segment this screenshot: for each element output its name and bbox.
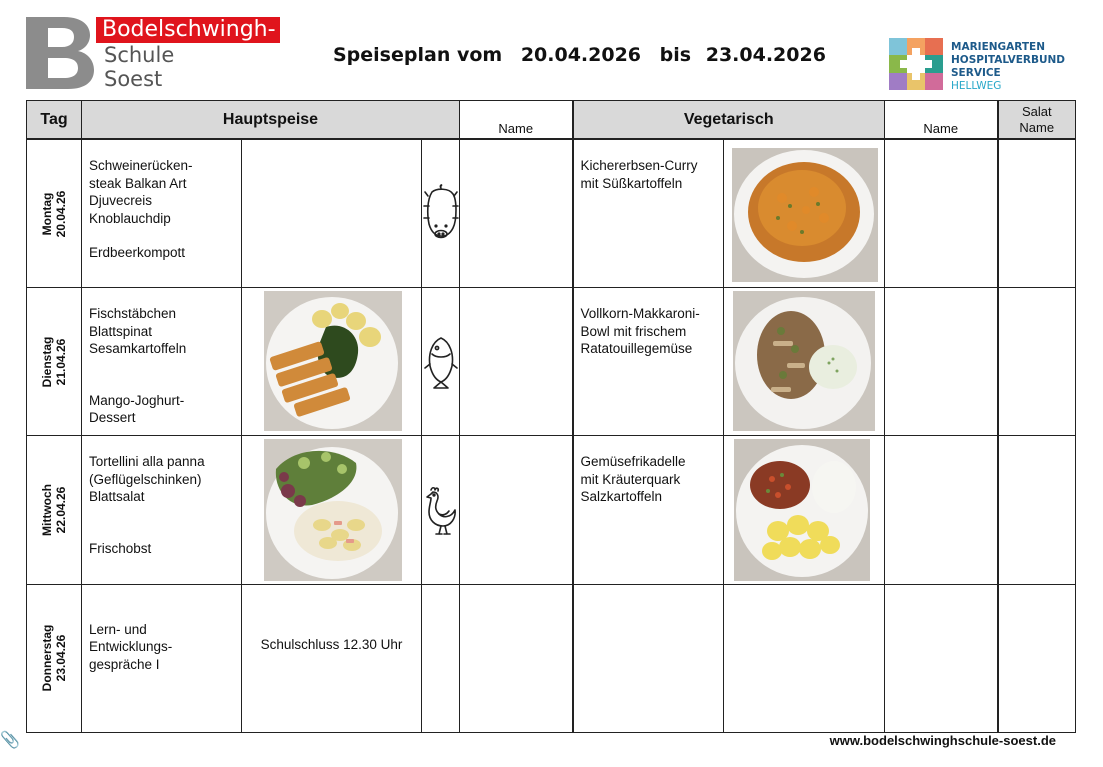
salad-cell xyxy=(998,139,1076,288)
veg-dish-cell xyxy=(573,584,724,732)
main-dish xyxy=(82,140,241,262)
dish-line: Vollkorn-Makkaroni- xyxy=(580,306,700,322)
dish-line: mit Süßkartoffeln xyxy=(580,175,683,191)
row-tuesday xyxy=(27,288,1076,436)
partner-line2: HOSPITALVERBUND xyxy=(951,54,1066,66)
tortellini-photo xyxy=(264,439,402,581)
date: 20.04.26 xyxy=(54,190,68,237)
day-label xyxy=(40,337,68,388)
dish-line: Fischstäbchen xyxy=(89,306,177,322)
photo-wrap xyxy=(724,288,884,435)
menu-table xyxy=(26,100,1076,733)
fishsticks-photo xyxy=(264,291,402,431)
name-veg-cell xyxy=(885,288,998,436)
veg-dish xyxy=(574,288,724,358)
row-wednesday xyxy=(27,436,1076,584)
dish-line: steak Balkan Art xyxy=(89,175,187,191)
dish-line: Tortellini alla panna xyxy=(89,454,205,470)
icon-cell xyxy=(422,139,460,288)
dish-line: Mango-Joghurt- xyxy=(89,392,185,408)
dish-line: Knoblauchdip xyxy=(89,210,171,226)
name-veg-cell xyxy=(885,139,998,288)
name-veg-cell xyxy=(885,584,998,732)
icon-cell xyxy=(422,288,460,436)
icon-cell xyxy=(422,436,460,584)
veggie-patty-photo xyxy=(734,439,870,581)
photo-wrap xyxy=(242,288,421,435)
name-veg-cell xyxy=(885,436,998,584)
date: 21.04.26 xyxy=(54,338,68,386)
dish-line: Blattsalat xyxy=(89,489,145,505)
dish-line: mit Kräuterquark xyxy=(580,471,681,487)
day-label xyxy=(40,190,68,237)
header-name: Name xyxy=(460,101,573,140)
logo-school-name: Bodelschwingh- xyxy=(96,17,280,43)
dish-line: Salzkartoffeln xyxy=(580,489,663,505)
main-photo-cell xyxy=(242,139,422,288)
dish-line: Djuvecreis xyxy=(89,193,153,208)
header-name-veg: Name xyxy=(885,101,998,140)
dish-gap xyxy=(89,227,241,244)
weekday: Dienstag xyxy=(40,336,54,388)
dish-gap xyxy=(89,506,241,523)
dish-line: Kichererbsen-Curry xyxy=(580,158,698,173)
day-label xyxy=(40,484,68,536)
photo-wrap xyxy=(724,140,884,287)
school-closing-note: Schulschluss 12.30 Uhr xyxy=(260,636,403,652)
main-dish-cell xyxy=(82,288,242,436)
dish-line: Dessert xyxy=(89,410,136,426)
curry-photo xyxy=(732,148,878,282)
logo-bar xyxy=(26,17,34,89)
website-link[interactable]: www.bodelschwinghschule-soest.de xyxy=(829,733,1056,748)
veg-photo-cell xyxy=(724,288,885,436)
partner-logo-text xyxy=(951,41,1065,93)
day-cell xyxy=(27,436,82,584)
main-dish-cell xyxy=(82,436,242,584)
salad-cell xyxy=(998,436,1076,584)
partner-line3: SERVICE xyxy=(951,67,1001,79)
main-photo-cell xyxy=(242,288,422,436)
weekday: Mittwoch xyxy=(40,484,54,537)
salad-cell xyxy=(998,584,1076,732)
veg-photo-cell xyxy=(724,584,885,732)
note-cell xyxy=(242,584,422,732)
title-from-date: 20.04.2026 xyxy=(520,44,642,66)
dish-line: gespräche I xyxy=(89,656,160,672)
veg-dish xyxy=(574,140,724,192)
veg-dish xyxy=(574,436,724,506)
dish-line: Entwicklungs- xyxy=(89,639,173,655)
dish-line: Ratatouillegemüse xyxy=(580,341,693,357)
logo-b-letter xyxy=(34,17,96,89)
name-cell xyxy=(460,139,573,288)
logo-line-soest: Soest xyxy=(104,67,163,91)
partner-logo xyxy=(889,36,1089,94)
header-day: Tag xyxy=(27,101,82,140)
partner-line4: HELLWEG xyxy=(951,80,1002,92)
day-cell xyxy=(27,288,82,436)
name-cell xyxy=(460,584,573,732)
photo-wrap xyxy=(242,436,421,583)
chicken-icon xyxy=(423,484,459,536)
main-dish xyxy=(82,436,241,557)
veg-dish-cell xyxy=(573,139,724,288)
icon-cell xyxy=(422,584,460,732)
pig-icon xyxy=(423,184,459,244)
pasta-bowl-photo xyxy=(733,291,875,431)
veg-dish-cell xyxy=(573,436,724,584)
title-to-date: 23.04.2026 xyxy=(705,44,826,66)
weekday: Donnerstag xyxy=(40,625,54,692)
dish-line: Bowl mit frischem xyxy=(580,323,687,339)
weekday: Montag xyxy=(40,192,54,235)
day-cell xyxy=(27,139,82,288)
logo-line-schule: Schule xyxy=(104,43,175,67)
veg-photo-cell xyxy=(724,436,885,584)
dish-line: Lern- und xyxy=(89,621,147,637)
dish-gap xyxy=(89,375,241,392)
main-dish xyxy=(82,585,241,674)
header-salad-line1: Salat xyxy=(1021,103,1052,119)
main-dish-cell xyxy=(82,139,242,288)
dish-gap xyxy=(89,523,241,540)
main-dish xyxy=(82,288,241,427)
school-logo xyxy=(26,17,282,91)
salad-cell xyxy=(998,288,1076,436)
partner-line1: MARIENGARTEN xyxy=(951,41,1046,53)
dish-line: Erdbeerkompott xyxy=(89,245,186,260)
partner-logo-mark xyxy=(889,38,943,90)
fish-icon xyxy=(424,334,458,390)
day-cell xyxy=(27,584,82,732)
title-prefix: Speiseplan vom xyxy=(333,44,503,66)
dish-line: Schweinerücken- xyxy=(89,158,193,173)
paperclip-icon: 📎 xyxy=(0,732,20,749)
photo-wrap xyxy=(724,436,884,583)
header-main: Hauptspeise xyxy=(82,101,460,140)
page-title xyxy=(333,44,826,66)
day-label xyxy=(40,625,68,692)
row-thursday xyxy=(27,584,1076,732)
header-salad xyxy=(998,101,1076,140)
date: 22.04.26 xyxy=(54,486,68,534)
dish-gap xyxy=(89,358,241,375)
row-monday xyxy=(27,139,1076,288)
main-photo-cell xyxy=(242,436,422,584)
dish-line: Gemüsefrikadelle xyxy=(580,454,686,470)
title-middle: bis xyxy=(659,44,692,66)
veg-dish-cell xyxy=(573,288,724,436)
dish-line: Frischobst xyxy=(89,540,152,556)
main-dish-cell xyxy=(82,584,242,732)
name-cell xyxy=(460,288,573,436)
name-cell xyxy=(460,436,573,584)
header-salad-line2: Name xyxy=(1019,119,1055,135)
dish-line: (Geflügelschinken) xyxy=(89,471,202,487)
date: 23.04.26 xyxy=(54,635,68,682)
veg-photo-cell xyxy=(724,139,885,288)
dish-line: Sesamkartoffeln xyxy=(89,341,187,357)
dish-line: Blattspinat xyxy=(89,323,153,339)
header-veg: Vegetarisch xyxy=(573,101,885,140)
